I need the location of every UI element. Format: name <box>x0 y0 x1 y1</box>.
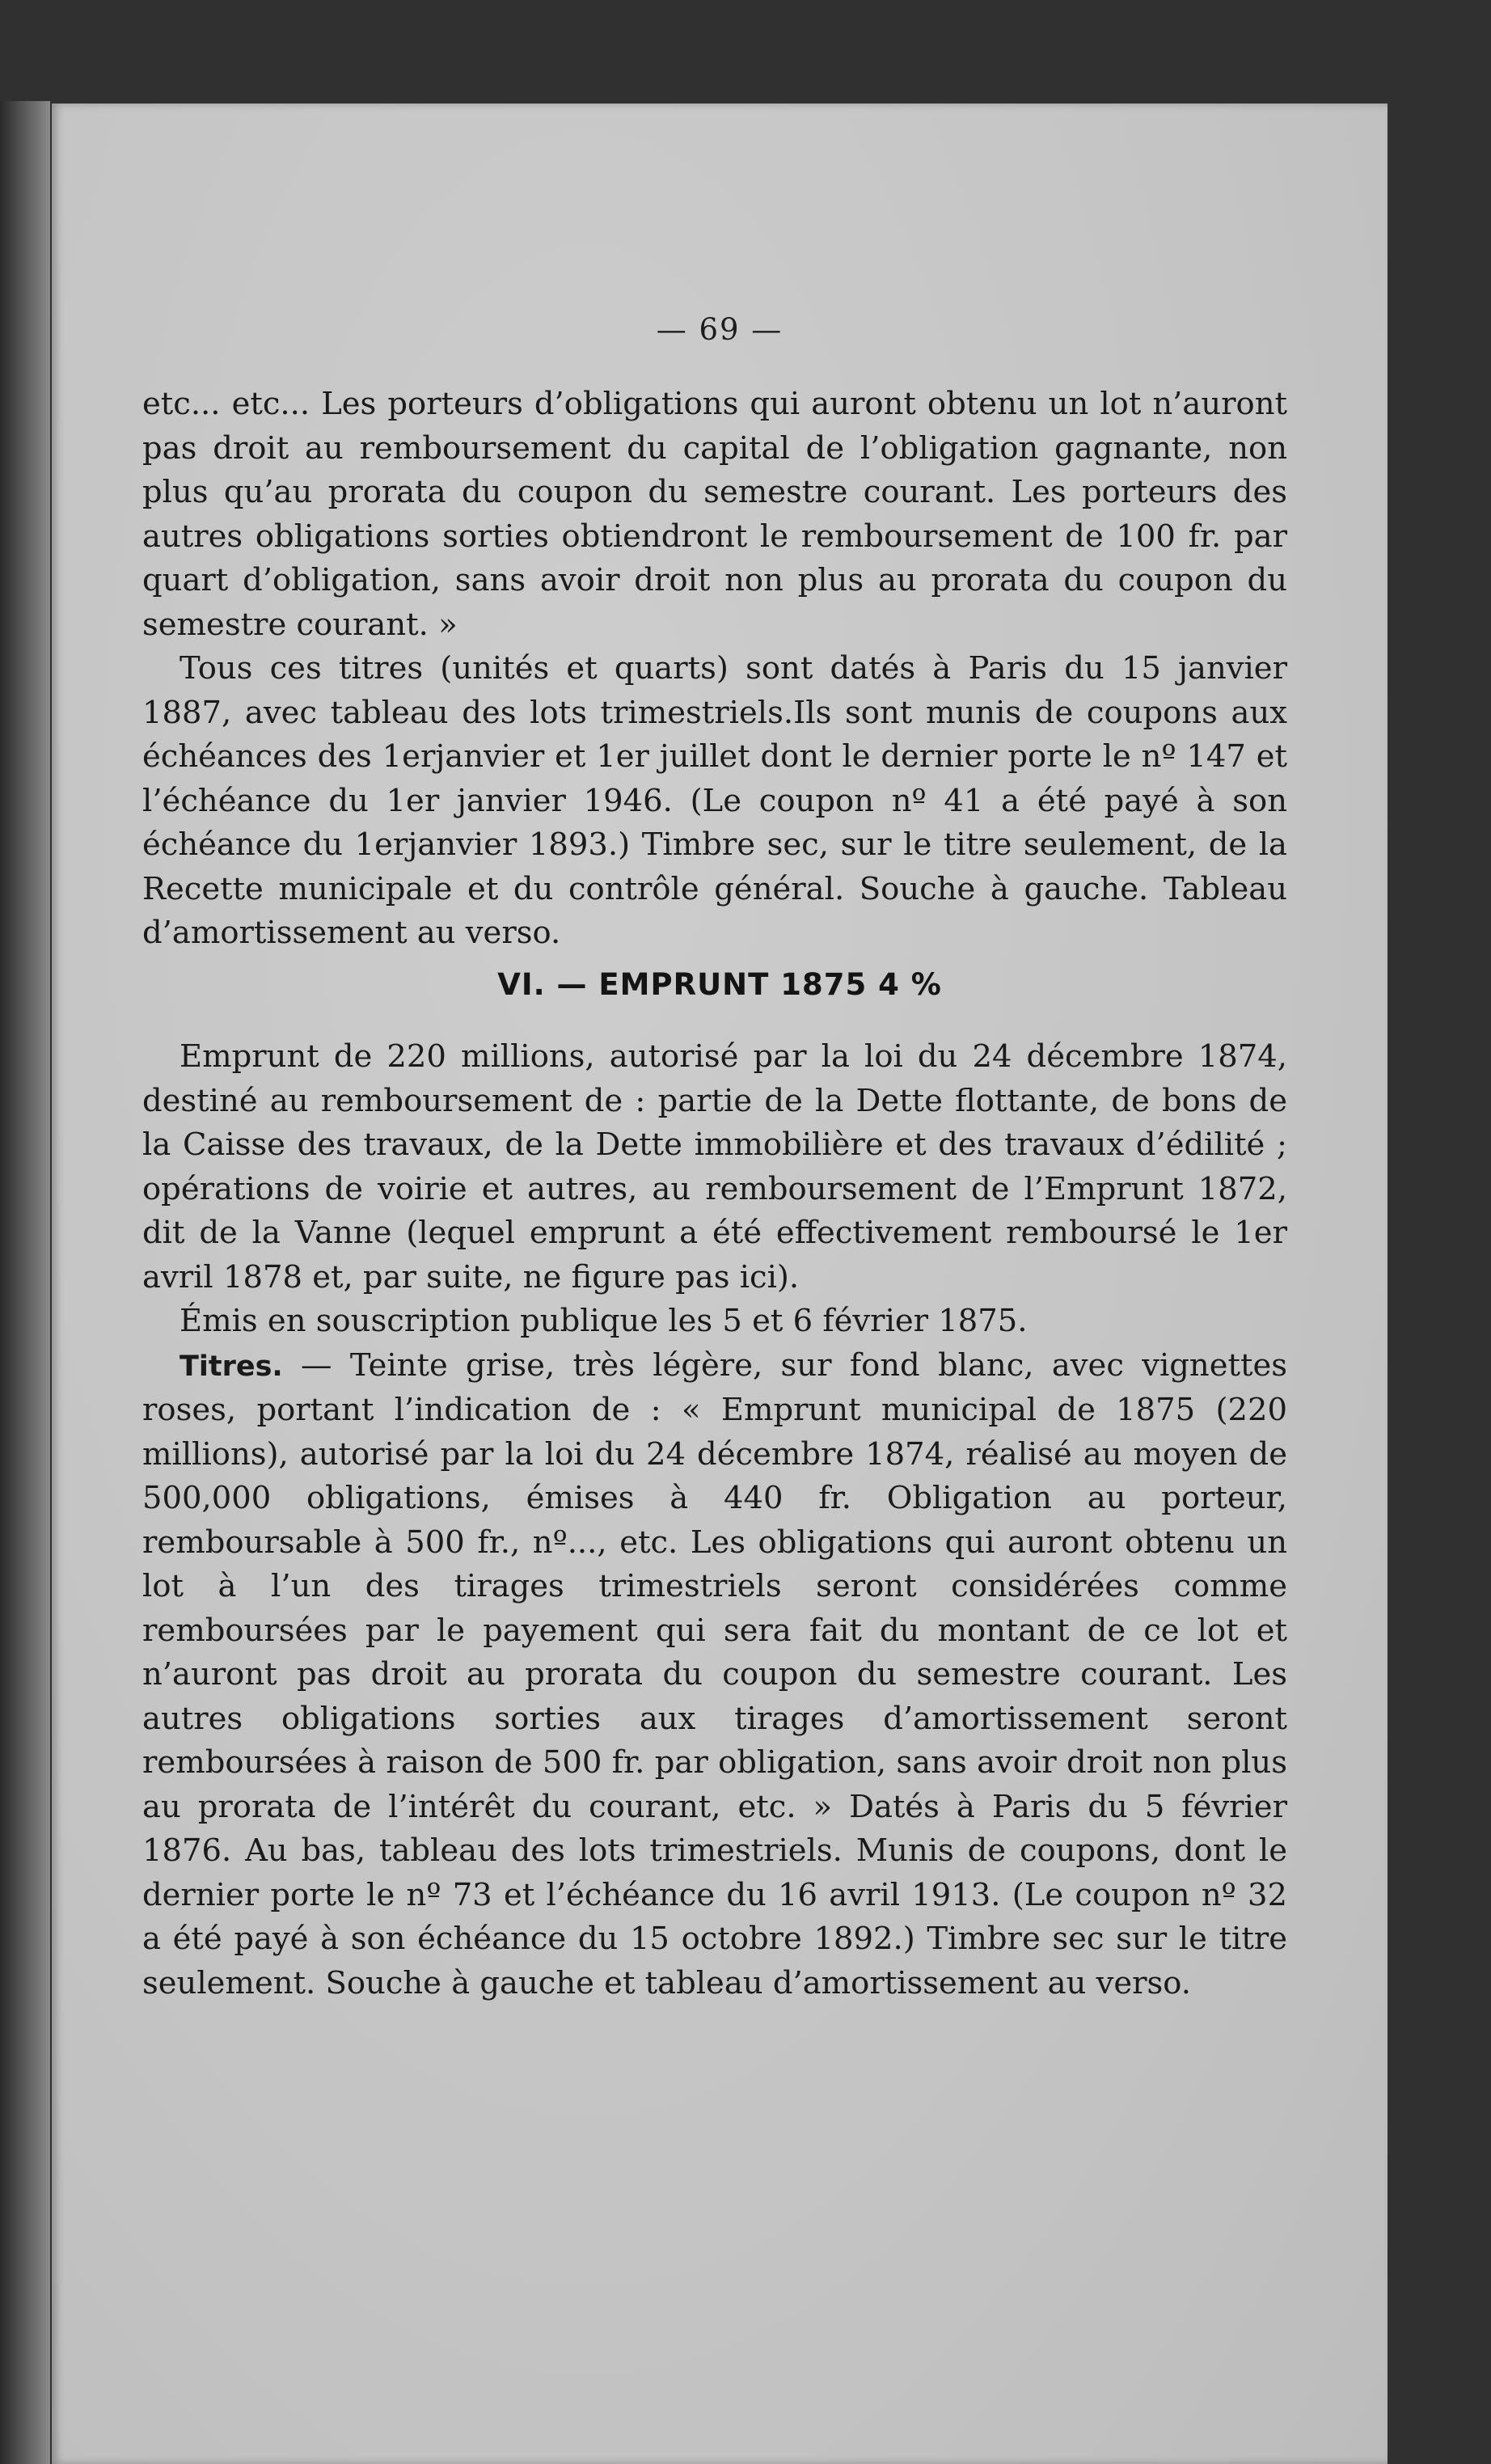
paragraph: Tous ces titres (unités et quarts) sont datés à Paris du 15 janvier 1887, avec tableau des lots trimestriels.Ils sont munis de coupons aux échéances des 1erjanvier et 1er juillet dont le dernier porte le nº 147 et l’échéance du 1er janvier 1946. (Le coupon nº 41 a été payé à son échéance du 1erjanvier 1893.) Timbre sec, sur le titre seulement, de la Recette municipale et du contrôle général. Souche à gauche. Tableau d’amortissement au verso. <box>142 650 1287 951</box>
section-heading: VI. — EMPRUNT 1875 4 % <box>497 967 942 1002</box>
text-block-continuation <box>142 382 1287 956</box>
document-page <box>52 104 1388 2464</box>
paragraph: Émis en souscription publique les 5 et 6 février 1875. <box>180 1303 1028 1339</box>
page-number: — 69 — <box>656 312 784 347</box>
paragraph: Emprunt de 220 millions, autorisé par la loi du 24 décembre 1874, destiné au remboursement de : partie de la Dette flottante, de bons de la Caisse des travaux, de la Dette immobilière et des travaux d’édilité ; opérations de voirie et autres, au remboursement de l’Emprunt 1872, dit de la Vanne (lequel emprunt a été effectivement remboursé le 1er avril 1878 et, par suite, ne figure pas ici). <box>142 1038 1287 1295</box>
paragraph-body: — Teinte grise, très légère, sur fond blanc, avec vignettes roses, portant l’indication de : « Emprunt municipal de 1875 (220 millions), autorisé par la loi du 24 décembre 1874, réalisé au moyen de 500,000 obligations, émises à 440 fr. Obligation au porteur, remboursable à 500 fr., nº..., etc. Les obligations qui auront obtenu un lot à l’un des tirages trimestriels seront considérées comme remboursées par le payement qui sera fait du montant de ce lot et n’auront pas droit au prorata du coupon du semestre courant. Les autres obligations sorties aux tirages d’amortissement seront remboursées à raison de 500 fr. par obligation, sans avoir droit non plus au prorata de l’intérêt du courant, etc. » Datés à Paris du 5 février 1876. Au bas, tableau des lots trimestriels. Munis de coupons, dont le dernier porte le nº 73 et l’échéance du 16 avril 1913. (Le coupon nº 32 a été payé à son échéance du 15 octobre 1892.) Timbre sec sur le titre seulement. Souche à gauche et tableau d’amortissement au verso. <box>142 1346 1287 2001</box>
adjacent-page-edge <box>0 101 50 2464</box>
paragraph-lead: Titres. <box>180 1350 283 1383</box>
paragraph <box>142 1344 1287 2006</box>
paragraph: etc... etc... Les porteurs d’obligations qui auront obtenu un lot n’auront pas droit au remboursement du capital de l’obligation gagnante, non plus qu’au prorata du coupon du semestre courant. Les porteurs des autres obligations sorties obtiendront le remboursement de 100 fr. par quart d’obligation, sans avoir droit non plus au prorata du coupon du semestre courant. » <box>142 386 1287 643</box>
text-block-section-vi <box>142 1035 1287 2005</box>
